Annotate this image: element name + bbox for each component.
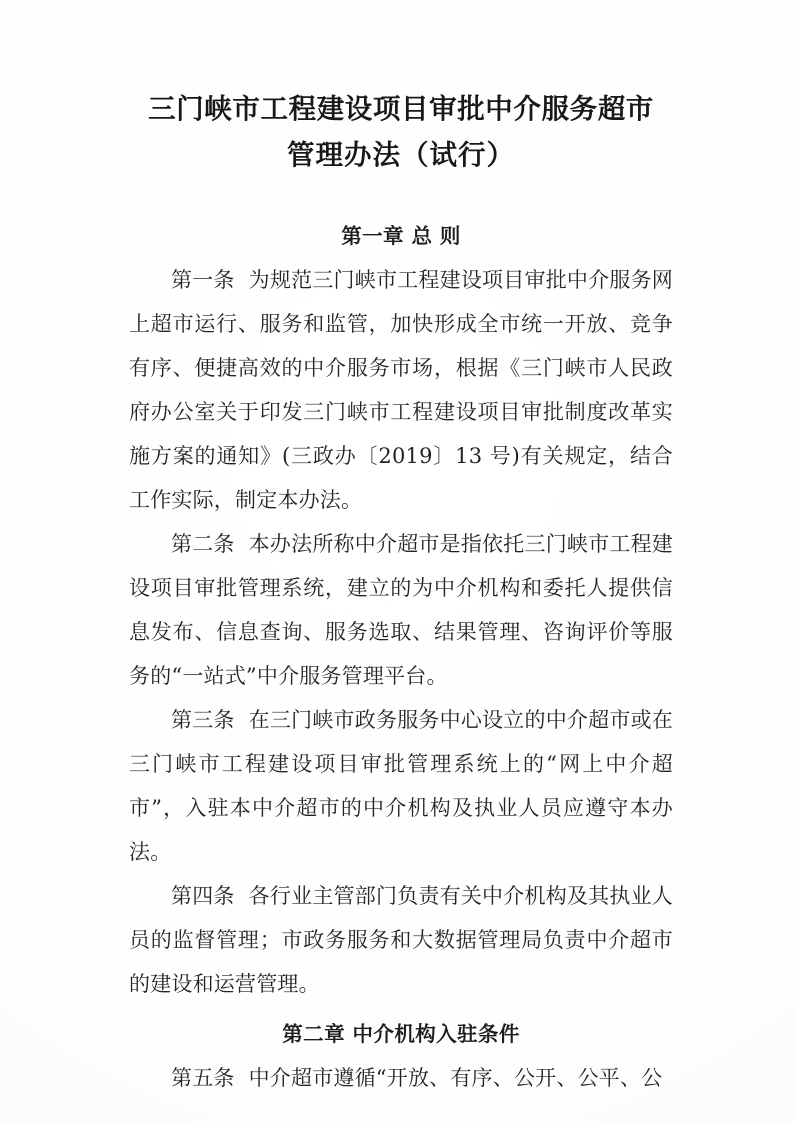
- article-text-5: 中介超市遵循“开放、有序、公开、公平、公: [248, 1066, 663, 1090]
- article-paragraph-4: [129, 874, 673, 1006]
- page-title: [129, 0, 673, 178]
- article-text-1: 为规范三门峡市工程建设项目审批中介服务网上超市运行、服务和监管，加快形成全市统一开放、竞争有序、便捷高效的中介服务市场，根据《三门峡市人民政府办公室关于印发三门峡市工程建设项目审批制度改革实施方案的通知》(三政办〔2019〕13 号)有关规定，结合工作实际，制定本办法。: [129, 268, 673, 512]
- article-label-1: 第一条: [171, 268, 235, 292]
- article-paragraph-3: [129, 698, 673, 874]
- page-title-line-1: 三门峡市工程建设项目审批中介服务超市: [148, 93, 654, 125]
- article-label-2: 第二条: [171, 532, 235, 556]
- article-paragraph-5: [129, 1056, 673, 1100]
- article-text-3: 在三门峡市政务服务中心设立的中介超市或在三门峡市工程建设项目审批管理系统上的“网上中介超市”，入驻本中介超市的中介机构及执业人员应遵守本办法。: [129, 708, 673, 864]
- article-paragraph-1: [129, 258, 673, 522]
- article-text-4: 各行业主管部门负责有关中介机构及其执业人员的监督管理；市政务服务和大数据管理局负责中介超市的建设和运营管理。: [129, 884, 673, 996]
- document-content: [129, 0, 673, 1122]
- page-title-line-2: 管理办法（试行）: [287, 139, 515, 171]
- chapter-heading-1: 第一章 总 则: [341, 224, 461, 248]
- article-label-4: 第四条: [171, 884, 235, 908]
- article-text-2: 本办法所称中介超市是指依托三门峡市工程建设项目审批管理系统，建立的为中介机构和委托人提供信息发布、信息查询、服务选取、结果管理、咨询评价等服务的“一站式”中介服务管理平台。: [129, 532, 673, 688]
- article-label-5: 第五条: [171, 1066, 235, 1090]
- article-paragraph-2: [129, 522, 673, 698]
- article-label-3: 第三条: [171, 708, 235, 732]
- chapter-heading-2: 第二章 中介机构入驻条件: [282, 1022, 520, 1046]
